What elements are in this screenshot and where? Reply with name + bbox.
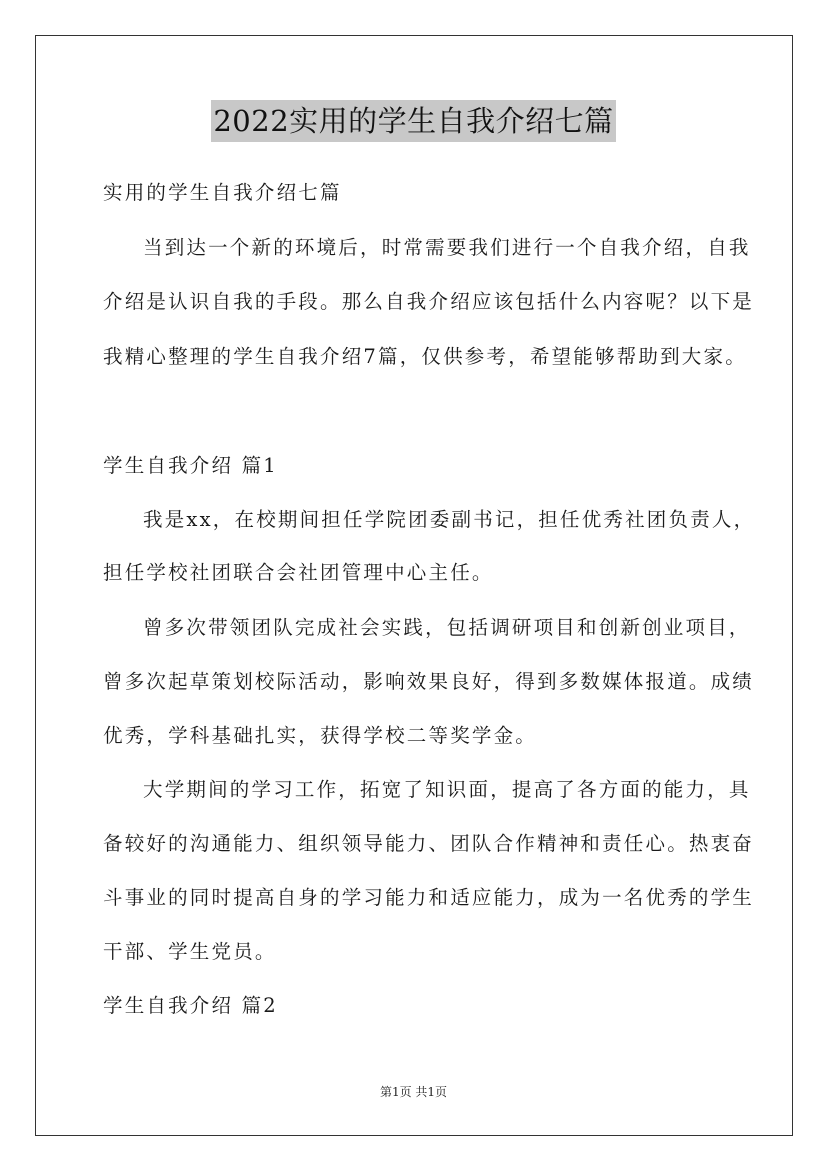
section-heading: 学生自我介绍 篇1: [103, 454, 278, 477]
page-footer: 第1页 共1页: [379, 1085, 448, 1099]
paragraph-line: 优秀，学科基础扎实，获得学校二等奖学金。: [103, 724, 538, 747]
document-title: 2022实用的学生自我介绍七篇: [211, 100, 615, 142]
paragraph-line: 介绍是认识自我的手段。那么自我介绍应该包括什么内容呢？以下是: [103, 290, 755, 313]
paragraph-line: 我精心整理的学生自我介绍7篇，仅供参考，希望能够帮助到大家。: [103, 345, 747, 368]
paragraph-line: 担任学校社团联合会社团管理中心主任。: [103, 561, 494, 584]
paragraph-line: 曾多次带领团队完成社会实践，包括调研项目和创新创业项目，: [143, 616, 751, 639]
paragraph-line: 大学期间的学习工作，拓宽了知识面，提高了各方面的能力，具: [143, 778, 751, 801]
paragraph-line: 曾多次起草策划校际活动，影响效果良好，得到多数媒体报道。成绩: [103, 670, 755, 693]
paragraph-line: 斗事业的同时提高自身的学习能力和适应能力，成为一名优秀的学生: [103, 886, 755, 909]
section-heading: 学生自我介绍 篇2: [103, 994, 278, 1017]
paragraph-line: 备较好的沟通能力、组织领导能力、团队合作精神和责任心。热衷奋: [103, 832, 755, 855]
paragraph-line: 我是xx，在校期间担任学院团委副书记，担任优秀社团负责人，: [143, 508, 756, 531]
subtitle-line: 实用的学生自我介绍七篇: [103, 181, 342, 204]
paragraph-line: 干部、学生党员。: [103, 940, 277, 963]
paragraph-line: 当到达一个新的环境后，时常需要我们进行一个自我介绍，自我: [143, 236, 751, 259]
title-container: [0, 100, 827, 142]
